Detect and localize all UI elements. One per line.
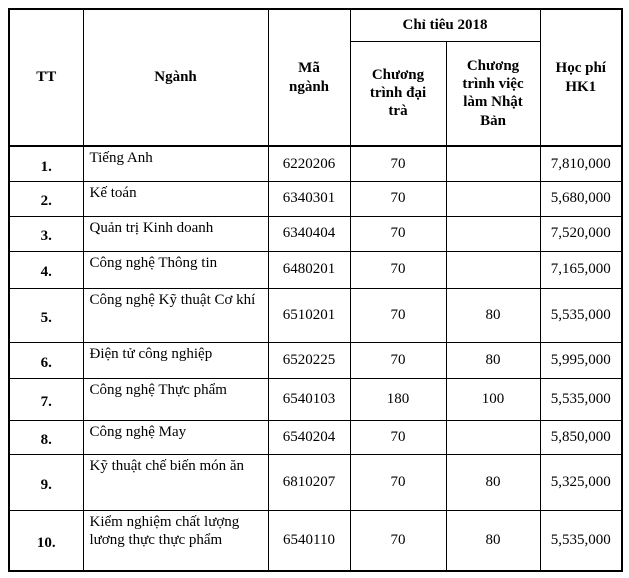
row-number: 8. [9, 420, 83, 454]
major-code: 6540110 [268, 510, 350, 571]
major-code: 6220206 [268, 146, 350, 181]
table-row [9, 454, 622, 510]
row-number: 6. [9, 342, 83, 378]
quota-japan-program [446, 146, 540, 181]
quota-regular: 180 [350, 378, 446, 420]
quota-japan-program [446, 181, 540, 216]
col-header-ma-nganh: Mã ngành [268, 9, 350, 146]
quota-japan-program [446, 216, 540, 251]
table-row [9, 251, 622, 288]
major-code: 6540204 [268, 420, 350, 454]
table-header [9, 9, 622, 146]
major-name: Kỹ thuật chế biến món ăn [83, 454, 268, 510]
tuition-fee: 5,680,000 [540, 181, 622, 216]
quota-japan-program: 80 [446, 454, 540, 510]
col-header-chuong-trinh-dai-tra: Chương trình đại trà [350, 41, 446, 146]
major-name: Công nghệ Thông tin [83, 251, 268, 288]
col-header-hoc-phi: Học phí HK1 [540, 9, 622, 146]
tuition-fee: 5,850,000 [540, 420, 622, 454]
major-name: Điện tử công nghiệp [83, 342, 268, 378]
quota-japan-program: 80 [446, 510, 540, 571]
col-header-chi-tieu-2018: Chỉ tiêu 2018 [350, 9, 540, 41]
quota-regular: 70 [350, 454, 446, 510]
table-row [9, 342, 622, 378]
row-number: 3. [9, 216, 83, 251]
table-body [9, 146, 622, 571]
quota-regular: 70 [350, 420, 446, 454]
tuition-fee: 5,995,000 [540, 342, 622, 378]
quota-japan-program: 80 [446, 342, 540, 378]
row-number: 1. [9, 146, 83, 181]
header-row-top [9, 9, 622, 41]
quota-japan-program [446, 251, 540, 288]
major-name: Kiểm nghiệm chất lượng lương thực thực phẩm [83, 510, 268, 571]
major-name: Công nghệ May [83, 420, 268, 454]
quota-regular: 70 [350, 342, 446, 378]
major-code: 6340404 [268, 216, 350, 251]
quota-regular: 70 [350, 510, 446, 571]
tuition-fee: 7,520,000 [540, 216, 622, 251]
admissions-table [8, 8, 623, 572]
quota-regular: 70 [350, 251, 446, 288]
row-number: 10. [9, 510, 83, 571]
major-name: Công nghệ Kỹ thuật Cơ khí [83, 288, 268, 342]
table-row [9, 378, 622, 420]
table-row [9, 216, 622, 251]
table-row [9, 181, 622, 216]
tuition-fee: 5,325,000 [540, 454, 622, 510]
quota-regular: 70 [350, 216, 446, 251]
major-name: Tiếng Anh [83, 146, 268, 181]
major-name: Công nghệ Thực phẩm [83, 378, 268, 420]
tuition-fee: 5,535,000 [540, 288, 622, 342]
major-name: Quản trị Kinh doanh [83, 216, 268, 251]
major-code: 6810207 [268, 454, 350, 510]
document-page [8, 8, 623, 572]
row-number: 4. [9, 251, 83, 288]
quota-japan-program [446, 420, 540, 454]
quota-regular: 70 [350, 146, 446, 181]
row-number: 9. [9, 454, 83, 510]
major-code: 6510201 [268, 288, 350, 342]
row-number: 2. [9, 181, 83, 216]
major-code: 6520225 [268, 342, 350, 378]
quota-japan-program: 100 [446, 378, 540, 420]
col-header-tt: TT [9, 9, 83, 146]
major-name: Kế toán [83, 181, 268, 216]
row-number: 5. [9, 288, 83, 342]
tuition-fee: 5,535,000 [540, 378, 622, 420]
tuition-fee: 5,535,000 [540, 510, 622, 571]
major-code: 6480201 [268, 251, 350, 288]
table-row [9, 288, 622, 342]
major-code: 6540103 [268, 378, 350, 420]
col-header-nganh: Ngành [83, 9, 268, 146]
major-code: 6340301 [268, 181, 350, 216]
tuition-fee: 7,810,000 [540, 146, 622, 181]
quota-regular: 70 [350, 181, 446, 216]
tuition-fee: 7,165,000 [540, 251, 622, 288]
col-header-chuong-trinh-viec-lam-nhat-ban: Chương trình việc làm Nhật Bản [446, 41, 540, 146]
quota-regular: 70 [350, 288, 446, 342]
quota-japan-program: 80 [446, 288, 540, 342]
row-number: 7. [9, 378, 83, 420]
table-row [9, 510, 622, 571]
table-row [9, 420, 622, 454]
table-row [9, 146, 622, 181]
